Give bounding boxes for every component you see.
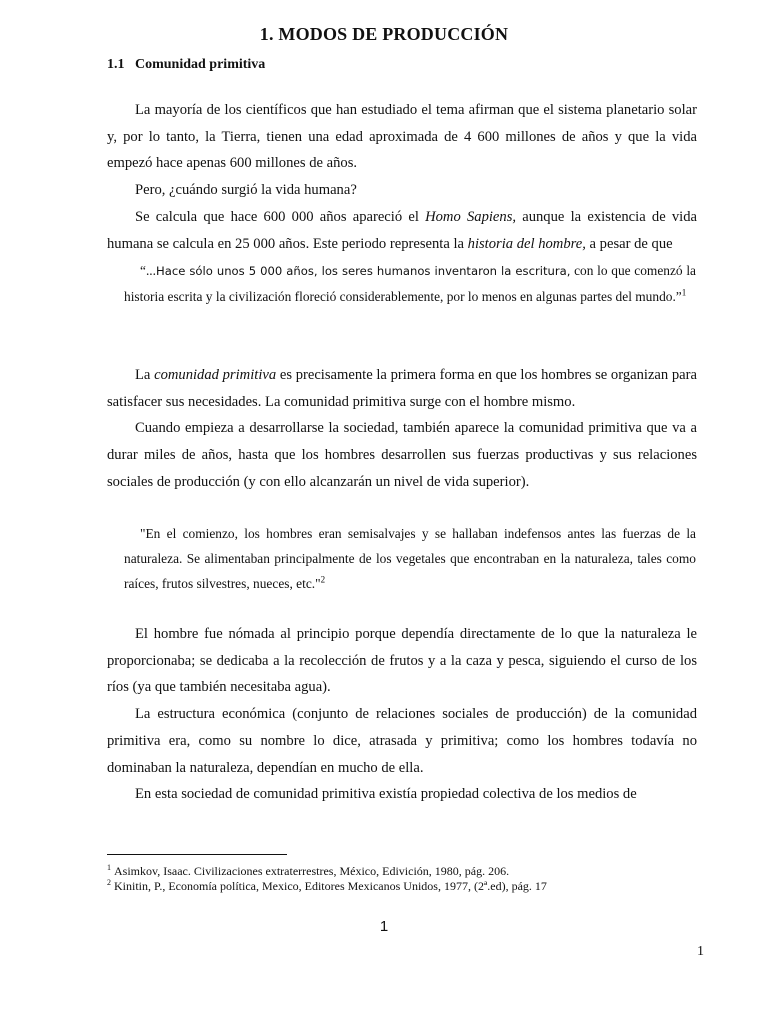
paragraph: La estructura económica (conjunto de relaciones sociales de producción) de la comunidad primitiva era, como su nombre lo dice, atrasada y primitiva; como los hombres todavía no dominaban la naturaleza, dependían en mucho de ella. (107, 706, 697, 776)
paragraph: La comunidad primitiva es precisamente la primera forma en que los hombres se organizan para satisfacer sus necesidades. La comunidad primitiva surge con el hombre mismo. (107, 367, 697, 410)
footnote: $^1$ Asimkov, Isaac. Civilizaciones extraterrestres, México, Edivición, 1980, pág. 206. (107, 863, 510, 878)
paragraph: El hombre fue nómada al principio porque dependía directamente de lo que la naturaleza le proporcionaba; se dedicaba a la recolección de frutos y a la caza y pesca, siguiendo el curso de los ríos (ya que también necesitaba agua). (107, 626, 697, 696)
quote-text: “...Hace sólo unos 5 000 años, los seres humanos inventaron la escritura, con lo que comenzó la historia escrita y la civilización floreció considerablemente, por lo menos en algunas partes del mundo.”$^1$ (124, 263, 696, 304)
section-heading (107, 57, 265, 73)
page-number-corner: 1 (697, 944, 704, 959)
paragraph: En esta sociedad de comunidad primitiva existía propiedad colectiva de los medios de (135, 786, 637, 803)
emphasis: historia del hombre, (467, 235, 586, 252)
footnote-number: 1 (107, 863, 111, 872)
chapter-title: 1. MODOS DE PRODUCCIÓN (259, 24, 509, 44)
footnote-number: 2 (107, 878, 111, 887)
footnote-ref: 1 (681, 287, 687, 298)
footnote-ref: 2 (320, 574, 326, 585)
block-quote-2 (124, 521, 696, 596)
section-number: 1.1 (107, 57, 125, 72)
body-text-block-1 (107, 97, 697, 257)
body-text-block-2 (107, 362, 697, 496)
paragraph: Cuando empieza a desarrollarse la sociedad, también aparece la comunidad primitiva que va a durar miles de años, hasta que los hombres desarrollen sus fuerzas productivas y sus relaciones sociales de producción (y con ello alcanzarán un nivel de vida superior). (107, 420, 697, 490)
paragraph: Pero, ¿cuándo surgió la vida humana? (135, 182, 357, 199)
paragraph: La mayoría de los científicos que han estudiado el tema afirman que el sistema planetario solar y, por lo tanto, la Tierra, tienen una edad aproximada de 4 600 millones de años y que la vida empezó hace apenas 600 millones de años. (107, 102, 697, 172)
section-title: Comunidad primitiva (135, 57, 266, 72)
block-quote-1 (124, 258, 696, 309)
quote-text: "En el comienzo, los hombres eran semisalvajes y se hallaban indefensos antes las fuerzas de la naturaleza. Se alimentaban principalmente de los vegetales que encontraban en la naturaleza, tales como raíces, frutos silvestres, nueces, etc."$^2$ (124, 526, 696, 591)
emphasis: Homo Sapiens, (425, 208, 517, 225)
page-number: 1 (379, 918, 389, 935)
footnote-divider (107, 854, 287, 855)
emphasis: comunidad primitiva (154, 367, 277, 383)
paragraph: Se calcula que hace 600 000 años apareció el Homo Sapiens, aunque la existencia de vida humana se calcula en 25 000 años. Este periodo representa la historia del hombre, a pesar de que (107, 208, 698, 252)
body-text-block-3 (107, 621, 697, 808)
footnote: $^2$ Kinitin, P., Economía política, Mexico, Editores Mexicanos Unidos, 1977, (2ª.ed), pág. 17 (107, 878, 547, 893)
footnotes (107, 864, 707, 894)
